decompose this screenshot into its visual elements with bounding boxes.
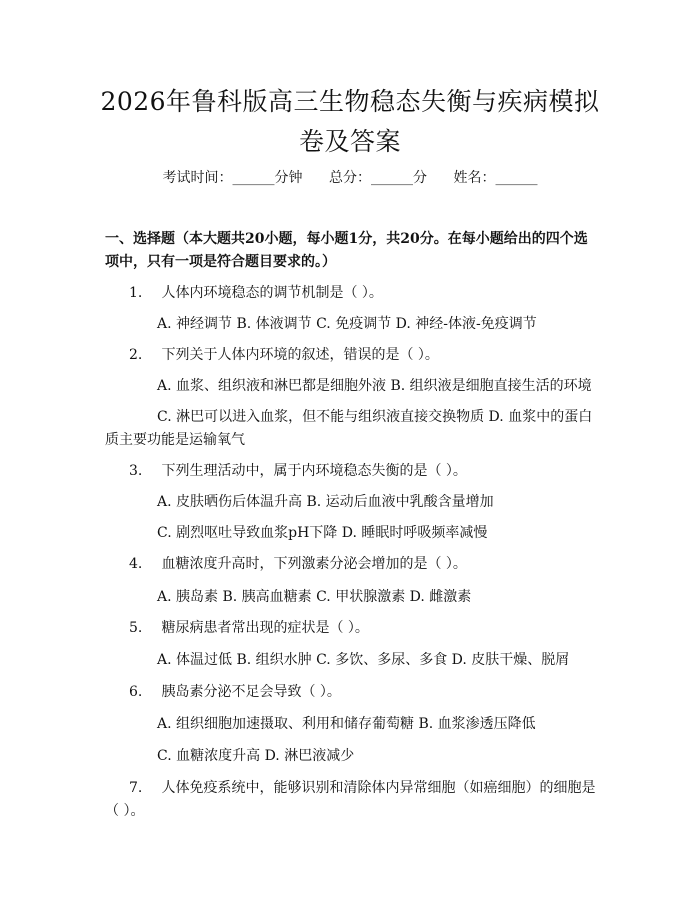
question-stem: 人体免疫系统中，能够识别和清除体内异常细胞（如癌细胞）的细胞是（ ）。 bbox=[105, 780, 596, 819]
question-number: 4. bbox=[129, 556, 143, 572]
question-6-options-row-2: C. 血糖浓度升高 D. 淋巴液减少 bbox=[157, 748, 355, 764]
question-3-options-row-2: C. 剧烈呕吐导致血浆pH下降 D. 睡眠时呼吸频率减慢 bbox=[157, 525, 488, 541]
question-4-options-row-1: A. 胰岛素 B. 胰高血糖素 C. 甲状腺激素 D. 雌激素 bbox=[157, 589, 472, 605]
question-6-options-row-1: A. 组织细胞加速摄取、利用和储存葡萄糖 B. 血浆渗透压降低 bbox=[157, 716, 536, 732]
total-score: 总分：______分 bbox=[329, 170, 427, 186]
question-2 bbox=[105, 344, 600, 367]
question-stem: 胰岛素分泌不足会导致（ ）。 bbox=[161, 684, 341, 700]
question-stem: 下列关于人体内环境的叙述，错误的是（ ）。 bbox=[161, 347, 439, 363]
question-number: 7. bbox=[129, 780, 143, 796]
question-stem: 糖尿病患者常出现的症状是（ ）。 bbox=[161, 620, 369, 636]
question-3 bbox=[105, 460, 600, 483]
question-number: 5. bbox=[129, 620, 143, 636]
student-name: 姓名：______ bbox=[453, 170, 538, 186]
question-5 bbox=[105, 617, 600, 640]
question-number: 1. bbox=[129, 285, 143, 301]
question-stem: 人体内环境稳态的调节机制是（ ）。 bbox=[161, 285, 383, 301]
exam-info-line bbox=[0, 167, 700, 189]
section-heading: 一、选择题（本大题共20小题，每小题1分，共20分。在每小题给出的四个选项中，只有一项是符合题目要求的。） bbox=[105, 231, 588, 270]
question-1 bbox=[105, 282, 600, 305]
question-5-options-row-1: A. 体温过低 B. 组织水肿 C. 多饮、多尿、多食 D. 皮肤干燥、脱屑 bbox=[157, 652, 570, 668]
question-4 bbox=[105, 553, 600, 576]
question-1-options-row-1: A. 神经调节 B. 体液调节 C. 免疫调节 D. 神经-体液-免疫调节 bbox=[157, 316, 537, 332]
exam-time: 考试时间：______分钟 bbox=[162, 170, 303, 186]
question-3-options-row-1: A. 皮肤晒伤后体温升高 B. 运动后血液中乳酸含量增加 bbox=[157, 494, 494, 510]
question-stem: 下列生理活动中，属于内环境稳态失衡的是（ ）。 bbox=[161, 463, 467, 479]
question-6 bbox=[105, 681, 600, 704]
question-2-options-row-2: C. 淋巴可以进入血浆，但不能与组织液直接交换物质 D. 血浆中的蛋白质主要功能是运输氧气 bbox=[105, 409, 593, 448]
question-number: 6. bbox=[129, 684, 143, 700]
question-number: 3. bbox=[129, 463, 143, 479]
question-number: 2. bbox=[129, 347, 143, 363]
question-stem: 血糖浓度升高时，下列激素分泌会增加的是（ ）。 bbox=[161, 556, 467, 572]
title-line-2: 卷及答案 bbox=[298, 127, 401, 156]
question-2-options-row-1: A. 血浆、组织液和淋巴都是细胞外液 B. 组织液是细胞直接生活的环境 bbox=[157, 378, 592, 394]
document-title bbox=[70, 82, 630, 162]
question-7 bbox=[105, 777, 600, 823]
title-line-1: 2026年鲁科版高三生物稳态失衡与疾病模拟 bbox=[100, 87, 600, 116]
